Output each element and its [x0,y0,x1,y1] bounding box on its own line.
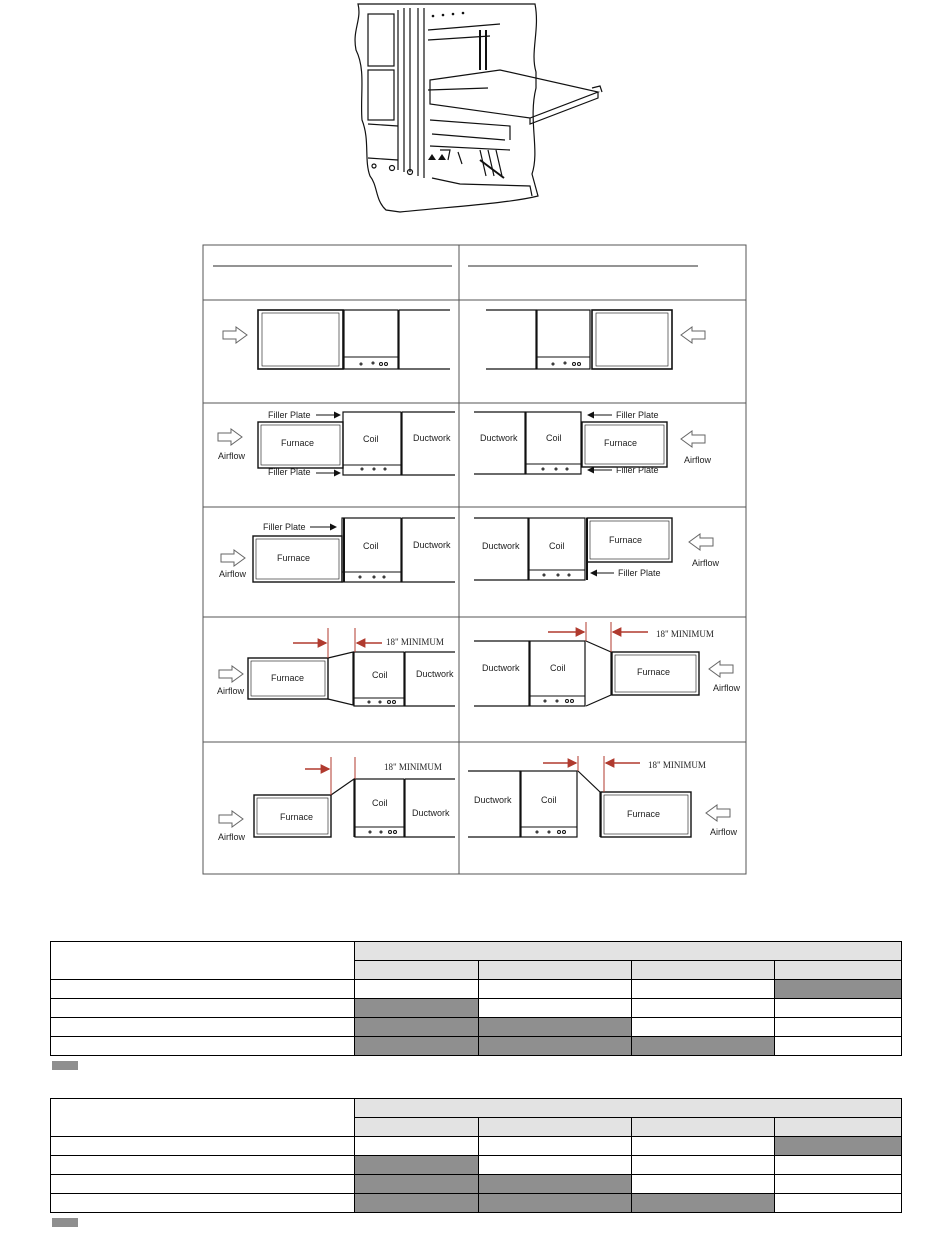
legend-swatch [52,1218,78,1227]
airflow-label: Airflow [692,558,720,568]
table-row [51,999,902,1018]
coil-label: Coil [546,433,562,443]
table-cell [632,1137,775,1156]
filler-plate-label: Filler Plate [616,410,659,420]
table-subheader-cell [775,1118,902,1137]
airflow-label: Airflow [217,686,245,696]
shaded-cell [355,1037,479,1056]
table-cell [479,1156,632,1175]
furnace-label: Furnace [609,535,643,545]
row2-right-diagram [474,412,705,474]
airflow-label: Airflow [218,832,246,842]
row3-left-diagram [221,518,455,582]
table-cell [51,999,355,1018]
table-cell [51,1018,355,1037]
coil-label: Coil [550,663,566,673]
minimum-clearance-label: 18" MINIMUM [386,637,444,647]
coil-label: Coil [372,798,388,808]
table-cell [51,1156,355,1175]
shaded-cell [479,1037,632,1056]
filler-plate-label: Filler Plate [268,410,311,420]
ductwork-label: Ductwork [480,433,518,443]
table-row [51,1156,902,1175]
table-subheader-cell [479,961,632,980]
table-subheader-cell [355,1118,479,1137]
furnace-label: Furnace [637,667,671,677]
coil-label: Coil [372,670,388,680]
furnace-label: Furnace [604,438,638,448]
minimum-clearance-label: 18" MINIMUM [648,760,706,770]
airflow-label: Airflow [713,683,741,693]
ductwork-label: Ductwork [482,663,520,673]
shaded-cell [355,1175,479,1194]
table-cell [632,1018,775,1037]
table-cell [632,1156,775,1175]
filler-plate-label: Filler Plate [618,568,661,578]
table-subheader-cell [775,961,902,980]
table-cell [51,1175,355,1194]
table-cell [51,1137,355,1156]
airflow-label: Airflow [218,451,246,461]
compatibility-table-1 [50,941,902,1056]
table-row [51,980,902,999]
filler-plate-label: Filler Plate [263,522,306,532]
table-cell [51,980,355,999]
table-cell [479,980,632,999]
table-cell [51,1194,355,1213]
table-cell [479,999,632,1018]
airflow-label: Airflow [684,455,712,465]
coil-label: Coil [363,434,379,444]
table-header-row [51,1099,902,1118]
table-subheader-cell [355,961,479,980]
ductwork-label: Ductwork [474,795,512,805]
ductwork-label: Ductwork [412,808,450,818]
shaded-cell [775,980,902,999]
table-cell [479,1137,632,1156]
table-header-blank [51,1099,355,1137]
table-cell [632,1175,775,1194]
filler-plate-label: Filler Plate [616,465,659,475]
table-row [51,1037,902,1056]
table-subheader-cell [479,1118,632,1137]
table-group-header [355,942,902,961]
table-cell [355,980,479,999]
table-cell [632,980,775,999]
table-header-blank [51,942,355,980]
furnace-label: Furnace [280,812,314,822]
table-cell [51,1037,355,1056]
shaded-cell [479,1018,632,1037]
table-cell [775,1175,902,1194]
minimum-clearance-label: 18" MINIMUM [656,629,714,639]
table-row [51,1175,902,1194]
shaded-cell [355,1018,479,1037]
compatibility-table-2 [50,1098,902,1213]
shaded-cell [632,1037,775,1056]
table-cell [775,1156,902,1175]
shaded-cell [355,999,479,1018]
coil-label: Coil [541,795,557,805]
shaded-cell [479,1194,632,1213]
furnace-label: Furnace [277,553,311,563]
ductwork-label: Ductwork [413,433,451,443]
table-subheader-cell [632,961,775,980]
table-cell [775,1018,902,1037]
table-subheader-cell [632,1118,775,1137]
table-row [51,1194,902,1213]
airflow-label: Airflow [219,569,247,579]
shaded-cell [632,1194,775,1213]
shaded-cell [775,1137,902,1156]
table-cell [775,1194,902,1213]
filler-plate-label: Filler Plate [268,467,311,477]
table-row [51,1137,902,1156]
shaded-cell [479,1175,632,1194]
legend-swatch [52,1061,78,1070]
row1-left-diagram [223,310,450,369]
furnace-label: Furnace [281,438,315,448]
ductwork-label: Ductwork [416,669,454,679]
row1-right-diagram [486,310,705,369]
airflow-label: Airflow [710,827,738,837]
table-header-row [51,942,902,961]
table-cell [632,999,775,1018]
ductwork-label: Ductwork [413,540,451,550]
table-group-header [355,1099,902,1118]
furnace-label: Furnace [627,809,661,819]
minimum-clearance-label: 18" MINIMUM [384,762,442,772]
shaded-cell [355,1194,479,1213]
table-cell [775,999,902,1018]
coil-label: Coil [549,541,565,551]
row2-left-diagram [218,412,455,475]
coil-label: Coil [363,541,379,551]
ductwork-label: Ductwork [482,541,520,551]
table-cell [775,1037,902,1056]
shaded-cell [355,1156,479,1175]
table-row [51,1018,902,1037]
table-cell [355,1137,479,1156]
furnace-label: Furnace [271,673,305,683]
